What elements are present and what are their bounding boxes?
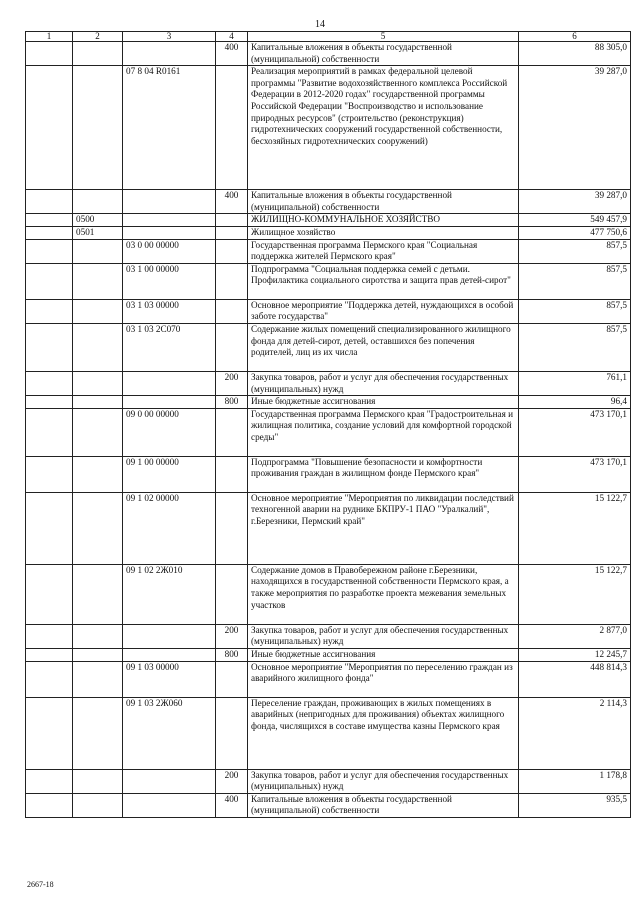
cell-c2 — [73, 299, 123, 323]
cell-c6: 96,4 — [519, 396, 631, 409]
cell-c6: 857,5 — [519, 323, 631, 371]
cell-c6: 15 122,7 — [519, 564, 631, 624]
cell-c2 — [73, 492, 123, 564]
cell-c5: Капитальные вложения в объекты государственной (муниципальной) собственности — [248, 190, 519, 214]
cell-c1 — [26, 769, 73, 793]
cell-c6: 88 305,0 — [519, 42, 631, 66]
cell-c6: 857,5 — [519, 299, 631, 323]
cell-c4 — [216, 456, 248, 492]
cell-c5: Иные бюджетные ассигнования — [248, 648, 519, 661]
cell-c3: 09 1 02 2Ж010 — [123, 564, 216, 624]
cell-c6: 473 170,1 — [519, 408, 631, 456]
cell-c4: 200 — [216, 624, 248, 648]
cell-c6: 477 750,6 — [519, 226, 631, 239]
cell-c5: Жилищное хозяйство — [248, 226, 519, 239]
cell-c6: 448 814,3 — [519, 661, 631, 697]
cell-c3 — [123, 214, 216, 227]
table-row — [26, 793, 631, 817]
cell-c4: 800 — [216, 396, 248, 409]
cell-c3: 03 1 00 00000 — [123, 263, 216, 299]
cell-c3 — [123, 648, 216, 661]
cell-c1 — [26, 263, 73, 299]
cell-c5: Содержание домов в Правобережном районе г.Березники, находящихся в государственной собственности Пермского края, а также мероприятия по разработке проекта межевания земельных участков — [248, 564, 519, 624]
cell-c3 — [123, 42, 216, 66]
table-row — [26, 190, 631, 214]
cell-c6: 15 122,7 — [519, 492, 631, 564]
cell-c6: 2 114,3 — [519, 697, 631, 769]
cell-c1 — [26, 697, 73, 769]
cell-c1 — [26, 624, 73, 648]
cell-c2 — [73, 624, 123, 648]
cell-c6: 12 245,7 — [519, 648, 631, 661]
cell-c3: 09 1 03 2Ж060 — [123, 697, 216, 769]
cell-c1 — [26, 214, 73, 227]
cell-c2 — [73, 769, 123, 793]
cell-c2 — [73, 190, 123, 214]
table-row — [26, 492, 631, 564]
column-header: 6 — [519, 32, 631, 42]
cell-c6: 549 457,9 — [519, 214, 631, 227]
cell-c6: 2 877,0 — [519, 624, 631, 648]
cell-c5: Основное мероприятие "Мероприятия по переселению граждан из аварийного жилищного фонда" — [248, 661, 519, 697]
table-row — [26, 661, 631, 697]
cell-c4 — [216, 66, 248, 190]
cell-c2 — [73, 323, 123, 371]
cell-c2 — [73, 263, 123, 299]
cell-c2 — [73, 793, 123, 817]
cell-c3 — [123, 793, 216, 817]
header-row — [26, 32, 631, 42]
cell-c2 — [73, 697, 123, 769]
cell-c6: 857,5 — [519, 263, 631, 299]
table-row — [26, 456, 631, 492]
cell-c2 — [73, 396, 123, 409]
table-row — [26, 648, 631, 661]
column-header: 1 — [26, 32, 73, 42]
table-row — [26, 226, 631, 239]
cell-c4 — [216, 492, 248, 564]
cell-c5: Содержание жилых помещений специализированного жилищного фонда для детей-сирот, детей, оставшихся без попечения родителей, лиц из их числа — [248, 323, 519, 371]
cell-c5: Закупка товаров, работ и услуг для обеспечения государственных (муниципальных) нужд — [248, 624, 519, 648]
cell-c1 — [26, 661, 73, 697]
cell-c4: 400 — [216, 793, 248, 817]
cell-c3 — [123, 371, 216, 395]
cell-c2 — [73, 371, 123, 395]
cell-c2: 0501 — [73, 226, 123, 239]
cell-c3: 03 1 03 2С070 — [123, 323, 216, 371]
document-code: 2667-18 — [27, 880, 54, 889]
column-header: 4 — [216, 32, 248, 42]
cell-c5: Государственная программа Пермского края "Социальная поддержка жителей Пермского края" — [248, 239, 519, 263]
cell-c1 — [26, 648, 73, 661]
cell-c3: 09 1 00 00000 — [123, 456, 216, 492]
cell-c4 — [216, 408, 248, 456]
page-number: 14 — [315, 19, 325, 30]
cell-c1 — [26, 793, 73, 817]
cell-c3: 09 0 00 00000 — [123, 408, 216, 456]
cell-c3 — [123, 624, 216, 648]
cell-c4 — [216, 299, 248, 323]
cell-c1 — [26, 299, 73, 323]
cell-c6: 39 287,0 — [519, 66, 631, 190]
column-header: 5 — [248, 32, 519, 42]
table-row — [26, 323, 631, 371]
cell-c1 — [26, 190, 73, 214]
cell-c5: Закупка товаров, работ и услуг для обеспечения государственных (муниципальных) нужд — [248, 769, 519, 793]
budget-table — [25, 31, 631, 818]
cell-c1 — [26, 42, 73, 66]
cell-c6: 857,5 — [519, 239, 631, 263]
cell-c2 — [73, 42, 123, 66]
cell-c1 — [26, 239, 73, 263]
cell-c2 — [73, 456, 123, 492]
cell-c4: 200 — [216, 371, 248, 395]
cell-c2 — [73, 408, 123, 456]
cell-c3: 03 0 00 00000 — [123, 239, 216, 263]
cell-c5: Подпрограмма "Социальная поддержка семей с детьми. Профилактика социального сиротства и защита прав детей-сирот" — [248, 263, 519, 299]
cell-c2 — [73, 66, 123, 190]
table-row — [26, 624, 631, 648]
column-header: 3 — [123, 32, 216, 42]
cell-c1 — [26, 396, 73, 409]
cell-c1 — [26, 408, 73, 456]
cell-c2 — [73, 564, 123, 624]
cell-c1 — [26, 492, 73, 564]
table-row — [26, 299, 631, 323]
cell-c5: Основное мероприятие "Мероприятия по ликвидации последствий техногенной аварии на руднике БКПРУ-1 ПАО "Уралкалий", г.Березники, Пермский край" — [248, 492, 519, 564]
cell-c4 — [216, 239, 248, 263]
cell-c6: 1 178,8 — [519, 769, 631, 793]
cell-c2 — [73, 239, 123, 263]
cell-c6: 761,1 — [519, 371, 631, 395]
cell-c4 — [216, 697, 248, 769]
table-row — [26, 408, 631, 456]
cell-c3 — [123, 769, 216, 793]
cell-c3 — [123, 190, 216, 214]
cell-c5: Подпрограмма "Повышение безопасности и комфортности проживания граждан в жилищном фонде Пермского края" — [248, 456, 519, 492]
cell-c1 — [26, 226, 73, 239]
cell-c5: Закупка товаров, работ и услуг для обеспечения государственных (муниципальных) нужд — [248, 371, 519, 395]
cell-c2 — [73, 648, 123, 661]
cell-c5: ЖИЛИЩНО-КОММУНАЛЬНОЕ ХОЗЯЙСТВО — [248, 214, 519, 227]
table-body — [26, 42, 631, 818]
table-row — [26, 42, 631, 66]
cell-c2: 0500 — [73, 214, 123, 227]
cell-c5: Основное мероприятие "Поддержка детей, нуждающихся в особой заботе государства" — [248, 299, 519, 323]
cell-c6: 935,5 — [519, 793, 631, 817]
cell-c5: Иные бюджетные ассигнования — [248, 396, 519, 409]
table-row — [26, 697, 631, 769]
cell-c1 — [26, 323, 73, 371]
table-row — [26, 769, 631, 793]
table-row — [26, 239, 631, 263]
cell-c1 — [26, 66, 73, 190]
cell-c5: Переселение граждан, проживающих в жилых помещениях в аварийных (непригодных для проживания) объектах жилищного фонда, числящихся в составе имущества казны Пермского края — [248, 697, 519, 769]
cell-c3: 09 1 02 00000 — [123, 492, 216, 564]
table-row — [26, 214, 631, 227]
table-row — [26, 66, 631, 190]
cell-c3: 09 1 03 00000 — [123, 661, 216, 697]
cell-c3: 07 8 04 R0161 — [123, 66, 216, 190]
cell-c4 — [216, 214, 248, 227]
cell-c1 — [26, 564, 73, 624]
cell-c4: 400 — [216, 190, 248, 214]
cell-c6: 39 287,0 — [519, 190, 631, 214]
cell-c6: 473 170,1 — [519, 456, 631, 492]
table-row — [26, 564, 631, 624]
cell-c3 — [123, 396, 216, 409]
cell-c5: Государственная программа Пермского края "Градостроительная и жилищная политика, создание условий для комфортной городской среды" — [248, 408, 519, 456]
table-row — [26, 396, 631, 409]
cell-c4 — [216, 323, 248, 371]
cell-c4 — [216, 226, 248, 239]
cell-c4 — [216, 564, 248, 624]
cell-c1 — [26, 371, 73, 395]
cell-c2 — [73, 661, 123, 697]
cell-c1 — [26, 456, 73, 492]
table-row — [26, 371, 631, 395]
cell-c4 — [216, 263, 248, 299]
cell-c4: 800 — [216, 648, 248, 661]
table-row — [26, 263, 631, 299]
cell-c3: 03 1 03 00000 — [123, 299, 216, 323]
column-header: 2 — [73, 32, 123, 42]
cell-c4: 200 — [216, 769, 248, 793]
cell-c4 — [216, 661, 248, 697]
cell-c5: Капитальные вложения в объекты государственной (муниципальной) собственности — [248, 793, 519, 817]
cell-c3 — [123, 226, 216, 239]
cell-c4: 400 — [216, 42, 248, 66]
cell-c5: Реализация мероприятий в рамках федеральной целевой программы "Развитие водохозяйственного комплекса Российской Федерации в 2012-2020 годах" государственной программы Российской Федерации "Воспроизводство и использование природных ресурсов" (строительство (реконструкция) гидротехнических сооружений государственной собственности, бесхозяйных гидротехнических сооружений) — [248, 66, 519, 190]
cell-c5: Капитальные вложения в объекты государственной (муниципальной) собственности — [248, 42, 519, 66]
